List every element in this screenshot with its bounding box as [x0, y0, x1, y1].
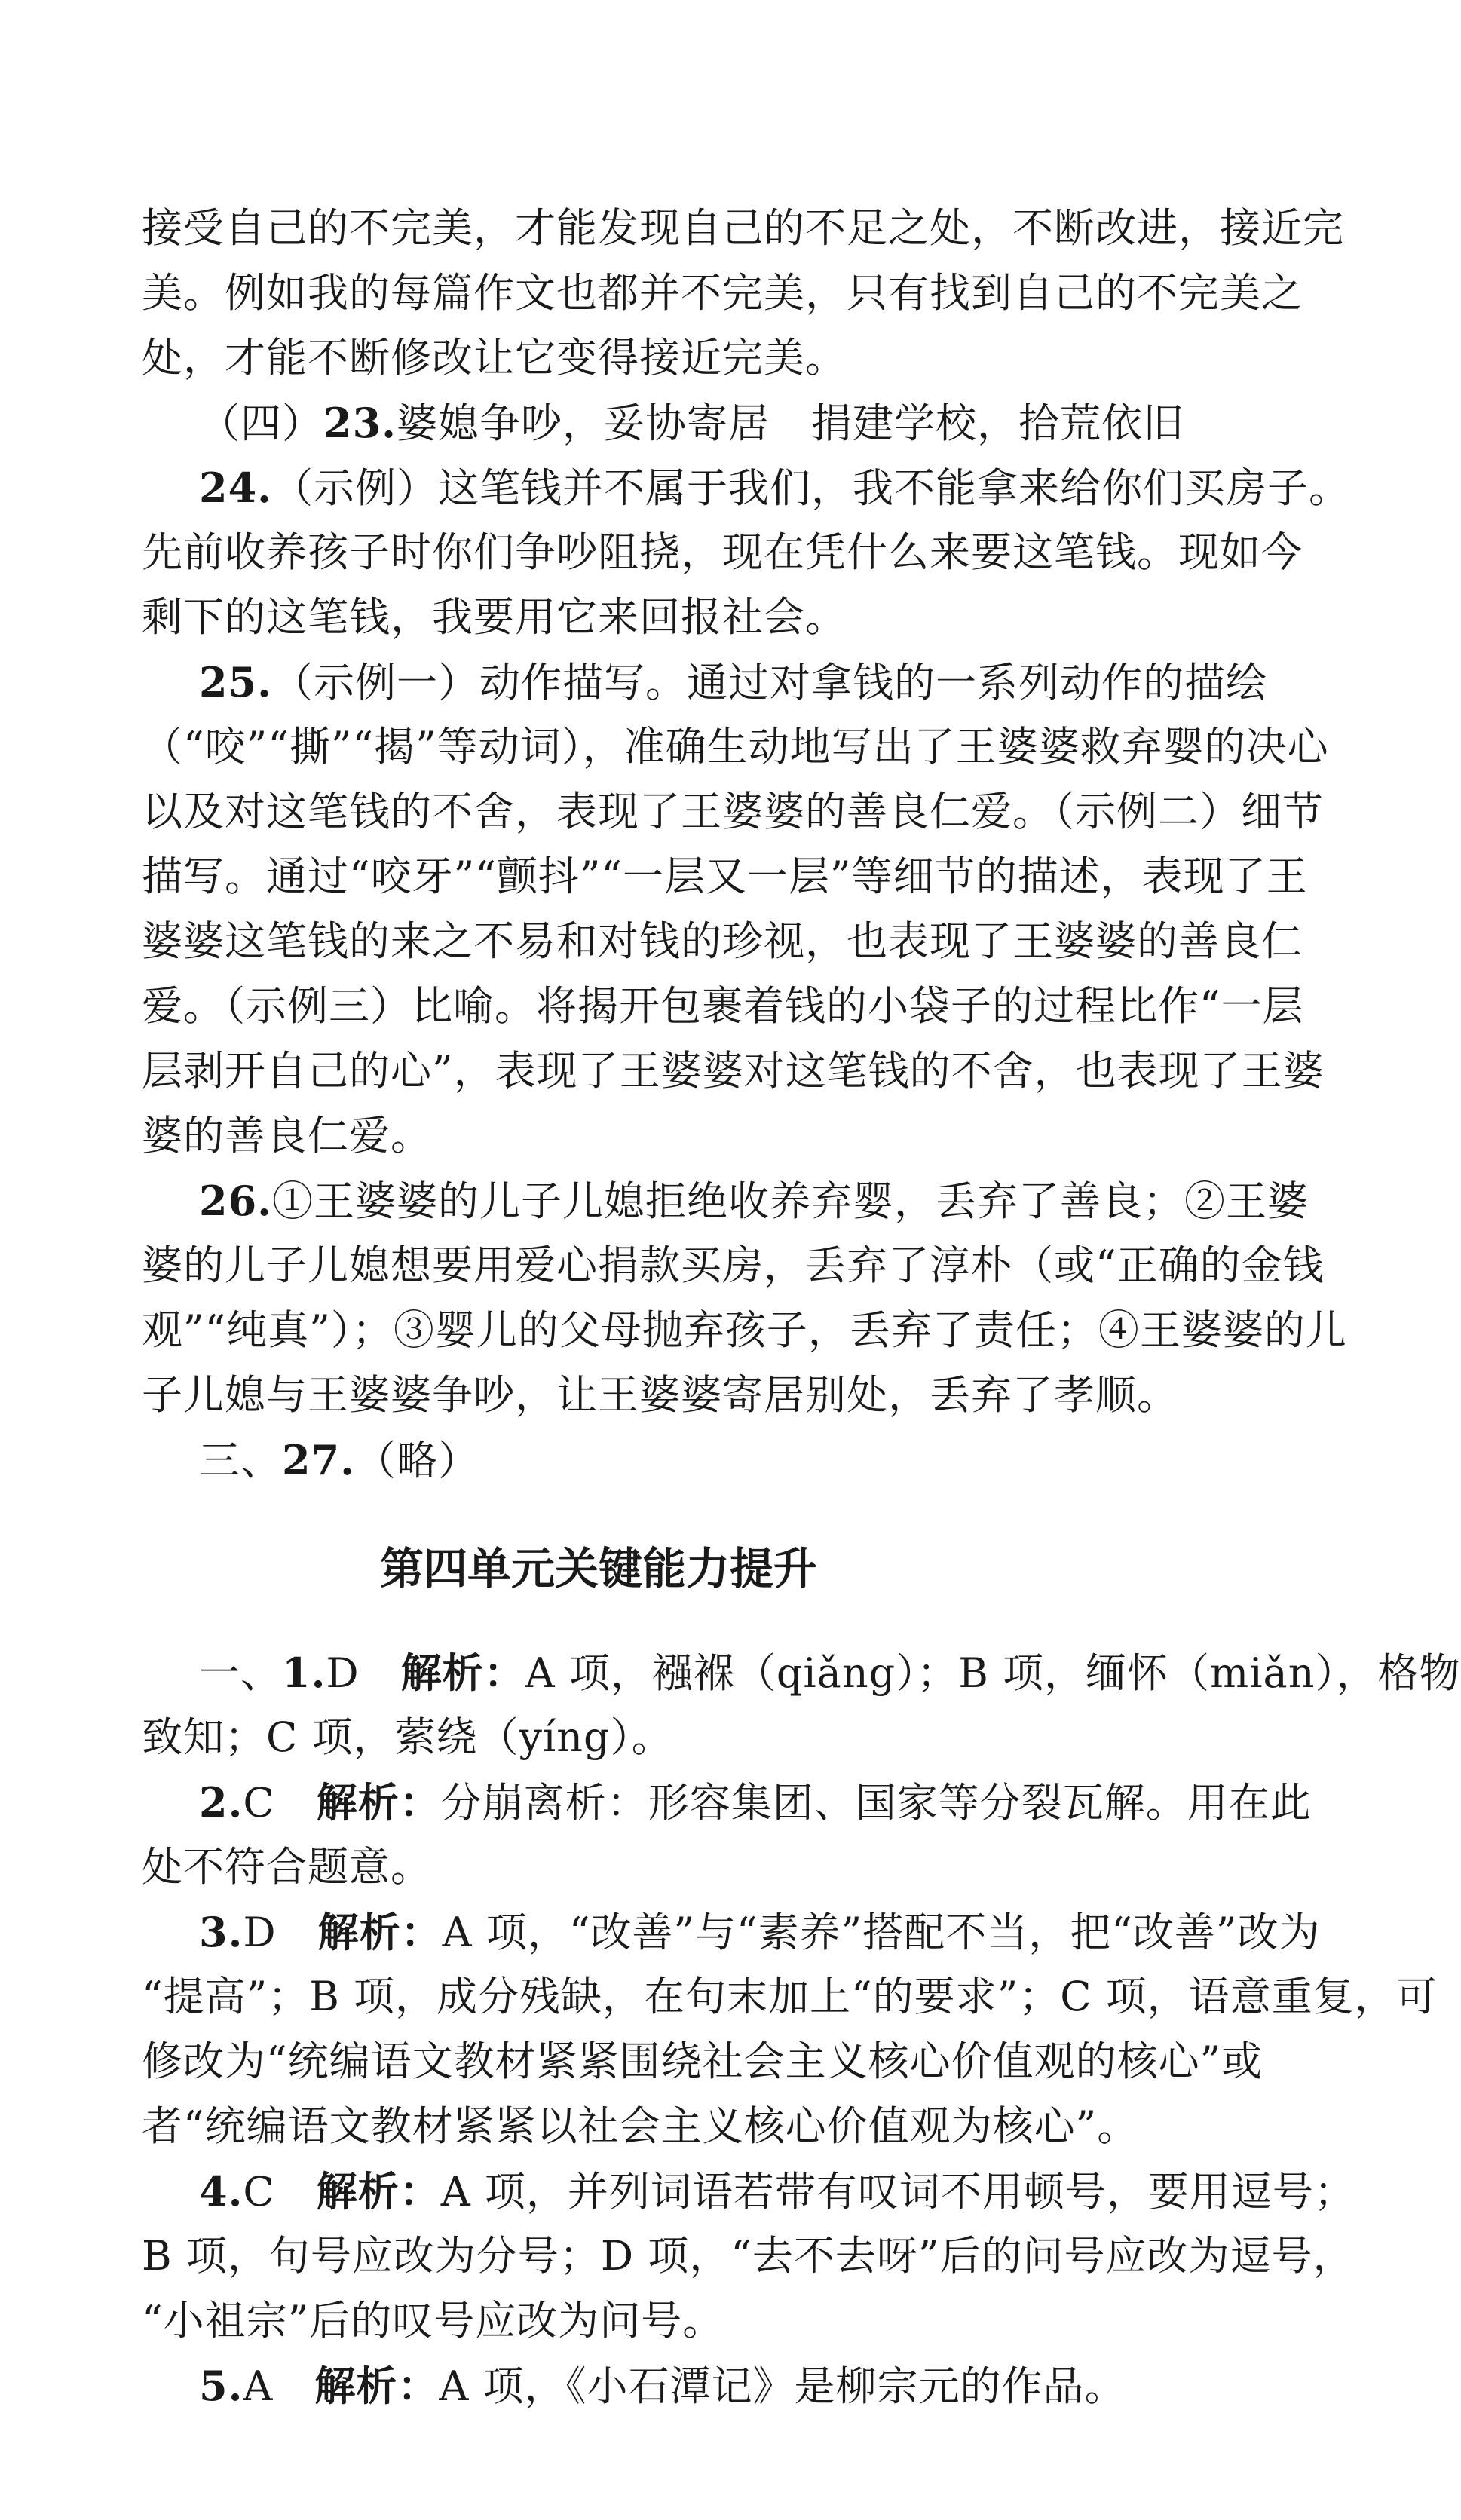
text-line: 描写。通过“咬牙”“颤抖”“一层又一层”等细节的描述，表现了王: [142, 853, 1308, 900]
text-line: “提高”；B 项，成分残缺，在句末加上“的要求”；C 项，语意重复，可: [142, 1973, 1438, 2020]
text-line: 美。例如我的每篇作文也都并不完美，只有找到自己的不完美之: [142, 269, 1303, 317]
text-line: B 项，句号应改为分号；D 项，“去不去呀”后的问号应改为逗号，: [142, 2232, 1355, 2280]
text-line: 修改为“统编语文教材紧紧围绕社会主义核心价值观的核心”或: [142, 2038, 1263, 2085]
question-27: 三、27.（略）: [199, 1436, 479, 1484]
text-line: 者“统编语文教材紧紧以社会主义核心价值观为核心”。: [142, 2102, 1139, 2150]
question-3: 3.D 解析：A 项，“改善”与“素养”搭配不当，把“改善”改为: [199, 1908, 1321, 1956]
question-4: 4.C 解析：A 项，并列词语若带有叹词不用顿号，要用逗号；: [199, 2167, 1355, 2215]
question-1: 一、1.D 解析：A 项，襁褓（qiǎng）；B 项，缅怀（miǎn），格物: [199, 1649, 1461, 1697]
text-line: 婆婆这笔钱的来之不易和对钱的珍视，也表现了王婆婆的善良仁: [142, 917, 1303, 965]
question-23: （四）23.婆媳争吵，妥协寄居 捐建学校，拾荒依旧: [199, 399, 1184, 447]
text-line: 剩下的这笔钱，我要用它来回报社会。: [142, 593, 847, 641]
text-line: 接受自己的不完美，才能发现自己的不足之处，不断改进，接近完: [142, 204, 1344, 252]
question-2: 2.C 解析：分崩离析：形容集团、国家等分裂瓦解。用在此: [199, 1778, 1312, 1826]
question-25: 25.（示例一）动作描写。通过对拿钱的一系列动作的描绘: [199, 658, 1267, 706]
question-5: 5.A 解析：A 项，《小石潭记》是柳宗元的作品。: [199, 2362, 1126, 2410]
text-line: “小祖宗”后的叹号应改为问号。: [142, 2297, 724, 2344]
text-line: 致知；C 项，萦绕（yíng）。: [142, 1713, 673, 1761]
text-line: 先前收养孩子时你们争吵阻挠，现在凭什么来要这笔钱。现如今: [142, 528, 1303, 576]
text-line: 处不符合题意。: [142, 1843, 432, 1891]
text-line: 婆的善良仁爱。: [142, 1112, 432, 1159]
text-line: 处，才能不断修改让它变得接近完美。: [142, 334, 847, 381]
text-line: 层剥开自己的心”，表现了王婆婆对这笔钱的不舍，也表现了王婆: [142, 1047, 1325, 1095]
question-24: 24.（示例）这笔钱并不属于我们，我不能拿来给你们买房子。: [199, 464, 1350, 512]
section-heading: 第四单元关键能力提升: [379, 1543, 817, 1594]
text-line: 爱。（示例三）比喻。将揭开包裹着钱的小袋子的过程比作“一层: [142, 982, 1304, 1030]
text-line: 子儿媳与王婆婆争吵，让王婆婆寄居别处，丢弃了孝顺。: [142, 1371, 1178, 1419]
question-26: 26.①王婆婆的儿子儿媳拒绝收养弃婴，丢弃了善良；②王婆: [199, 1177, 1309, 1225]
text-line: 以及对这笔钱的不舍，表现了王婆婆的善良仁爱。（示例二）细节: [142, 788, 1324, 835]
text-line: 观”“纯真”）；③婴儿的父母抛弃孩子，丢弃了责任；④王婆婆的儿: [142, 1306, 1347, 1354]
text-line: （“咬”“撕”“揭”等动词），准确生动地写出了王婆婆救弃婴的决心: [142, 723, 1329, 770]
text-line: 婆的儿子儿媳想要用爱心捐款买房，丢弃了淳朴（或“正确的金钱: [142, 1242, 1325, 1289]
